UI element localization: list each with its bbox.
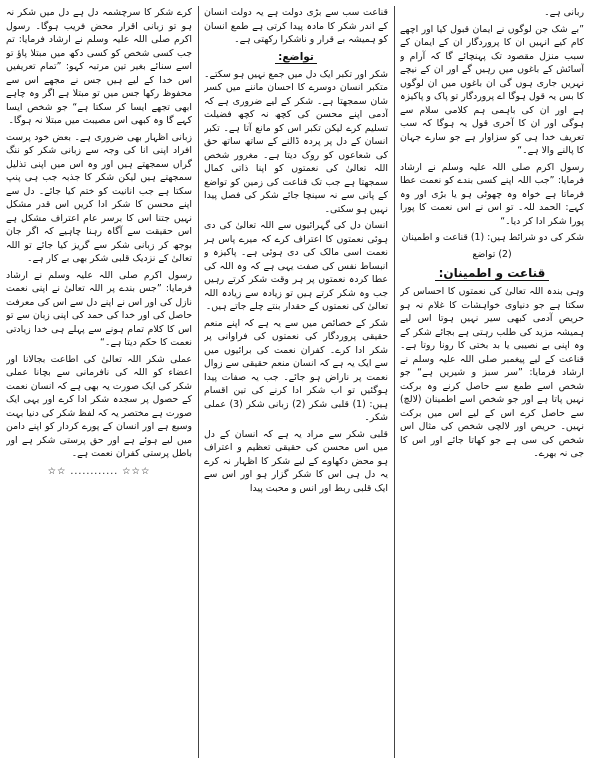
paragraph: ربانی ہے۔ xyxy=(544,7,584,18)
paragraph: انسان دل کی گہرائیوں سے اللہ تعالیٰ کی دی ہوئی نعمتوں کا اعتراف کرے کہ میرے پاس ہر نعمت اسی مالک کی دی ہوئی ہے۔ پاکیزہ و انبساط نفس کی صفت یہی ہے کہ وہ اللہ کی عطا کردہ نعمتوں پر ہر وقت شکر کرتے رہیں جب وہ شکر کرتے ہیں تو زیادہ سے زیادہ اللہ تعالیٰ کی نعمتوں کے حقدار بنتے چلے جاتے ہیں۔ xyxy=(204,220,388,312)
paragraph: زبانی اظہار بھی ضروری ہے۔ بعض خود پرست افراد اپنی انا کی وجہ سے زبانی شکر کو ننگ گراں سمجھتے ہیں اور وہ اس میں اپنی تذلیل سمجھتے ہیں لیکن شکر کا جذبہ جب ہی پنپ سکتا ہے جب انانیت کو ختم کیا جائے۔ دل سے اپنے محسن کا شکر ادا کریں اس قدر مشکل نہیں جتنا اس کا برسر عام اعتراف مشکل ہے اس حقیقت سے آگاہ رہنا چاہیے کہ اگر جان بوجھ کر زبانی شکر سے گریز کیا جائے تو اللہ تعالیٰ کے نزدیک قلبی شکر بھی بے کار ہے۔ xyxy=(6,131,192,264)
heading-qanaat: قناعت و اطمینان: xyxy=(435,266,550,281)
end-mark: ☆☆☆ ............ ☆☆ xyxy=(47,465,151,477)
paragraph: کرے شکر کا سرچشمہ دل ہے دل میں شکر نہ ہو تو زبانی اقرار محض فریب ہوگا۔ رسول اکرم صلی اللہ علیہ وسلم نے ارشاد فرمایا: تم جب کسی شخص کو کسی دکھ میں مبتلا پاؤ تو اسے سنائے بغیر تین مرتبہ کہو: ”تمام تعریفیں اس خدا کے لیے ہیں جس نے مجھے اس سے محفوظ رکھا جس میں تو مبتلا ہے اگر وہ چاہے ابھی تجھے ایسا کر سکتا ہے“ جو شخص ایسا کہے گا وہ کبھی اس مصیبت میں مبتلا نہ ہوگا۔ xyxy=(6,7,192,126)
paragraph: قناعت سب سے بڑی دولت ہے یہ دولت انسان کے اندر شکر کا مادہ پیدا کرتی ہے طمع انسان کو ہمیشہ بے قرار و ناشکرا رکھتی ہے۔ xyxy=(204,7,388,45)
column-divider xyxy=(198,6,199,758)
column-right xyxy=(400,6,584,758)
section-heading xyxy=(400,265,584,281)
conditions-line: شکر کی دو شرائط ہیں: (1) قناعت و اطمینان xyxy=(401,232,584,243)
hadith-paragraph: رسول اکرم صلی اللہ علیہ وسلم نے ارشاد فرمایا: ”جب اللہ اپنے کسی بندے کو نعمت عطا فرماتا ہے خواہ وہ چھوٹی ہو یا بڑی اور وہ کہے: الحمد للہ۔ تو اس نے اس نعمت کا پورا پورا شکر ادا کر دیا۔“ xyxy=(400,161,584,227)
heading-tawazo: تواضع: xyxy=(275,51,317,64)
paragraph: شکر کے خصائص میں سے یہ ہے کہ اپنے منعم حقیقی پروردگار کی نعمتوں کی فراوانی پر شکر ادا کرے۔ کفران نعمت کی برائیوں میں سے ایک یہ ہے کہ انسان منعم حقیقی سے زوال نعمت پر ناراض ہو جائے۔ جب یہ صفات پیدا ہوگئیں تو اب شکر ادا کرنے کی تین اقسام ہیں: (1) قلبی شکر (2) زبانی شکر (3) عملی شکر۔ xyxy=(204,317,388,423)
conditions-line-2: (2) تواضع xyxy=(472,248,512,260)
paragraph: وہی بندہ اللہ تعالیٰ کی نعمتوں کا احساس کر سکتا ہے جو دنیاوی خواہشات کا غلام نہ ہو حریص آدمی کبھی سیر نہیں ہوتا اس لیے ہمیشہ مزید کی طلب رہتی ہے بجائے شکر کے وہ اپنی بے نصیبی یا بد بختی کا رونا روتا ہے۔ قناعت کے لیے پیغمبر صلی اللہ علیہ وسلم نے ارشاد فرمایا: ”سر سبز و شیریں ہے“ جو شخص اسے طمع سے حاصل کرنے وہ برکت نہیں پاتا ہے اور جو شخص اسے اطمینان (لالچ) سے حاصل کرے اس کے لیے اس میں برکت نہیں۔ حریص اور لالچی شخص کی مثال اس شخص کی سی ہے جو کھاتا جائے اور اس کا جی نہ بھرے۔ xyxy=(400,286,584,459)
section-heading xyxy=(204,50,388,64)
paragraph: قلبی شکر سے مراد یہ ہے کہ انسان کے دل میں اس محسن کی حقیقی تعظیم و اعتراف ہو محض دکھاوے کے لیے شکر کا اظہار نہ کرے یہ دل ہی اس کا شکر گزار ہو اور اس سے ایک قلبی ربط اور انس و محبت پیدا xyxy=(204,428,388,494)
column-middle xyxy=(204,6,388,758)
paragraph: شکر اور تکبر ایک دل میں جمع نہیں ہو سکتے۔ متکبر انسان دوسرے کا احسان ماننے میں کسر شان سمجھتا ہے۔ شکر کے لیے ضروری ہے کہ آدمی اپنے محسن کی کچھ نہ کچھ فضیلت تسلیم کرے لیکن تکبر اس کو مانع آتا ہے۔ تکبر انسان کے دل پر پردہ ڈالنے کے ساتھ ساتھ حق کی شعاعوں کو روک دیتا ہے۔ مغرور شخص اللہ تعالیٰ کی نعمتوں کو اپنا ذاتی کمال سمجھتا ہے جب تک قناعت کی زمین کو تواضع کے پانی سے نہ سینچا جائے شکر کی فصل پیدا نہیں ہو سکتی۔ xyxy=(204,68,388,215)
column-divider xyxy=(394,6,395,758)
hadith-paragraph: رسول اکرم صلی اللہ علیہ وسلم نے ارشاد فرمایا: ”جس بندے پر اللہ تعالیٰ نے اپنی نعمت نازل کی اور اس نے اپنے دل سے اس کی معرفت حاصل کی اور خدا کی حمد کی اپنی زبان سے تو اس کا کلام تمام ہونے سے پہلے ہی خدا زیادتی نعمت کا حکم دیتا ہے۔“ xyxy=(6,269,192,348)
paragraph: عملی شکر اللہ تعالیٰ کی اطاعت بجالانا اور اعضاء کو اللہ کی نافرمانی سے بچانا عملی شکر کی ایک صورت یہ بھی ہے کہ انسان نعمت کے حصول پر سجدہ شکر ادا کرے اور یہی ایک صورت ہے مختصر یہ کہ لفظ شکر کی دنیا بہت وسیع ہے اور انسان کے پورے کردار کو اپنے دامن میں لیے ہوئے ہے اور حق پرستی شکر ہے اور باطل پرستی کفران نعمت ہے۔ xyxy=(6,353,192,459)
quote-paragraph: ”بے شک جن لوگوں نے ایمان قبول کیا اور اچھے کام کیے انہیں ان کا پروردگار ان کے ایمان کے سبب منزل مقصود تک پہنچائے گا کہ آرام و آسائش کے باغوں میں رہیں گے اور ان کے نیچے نہریں جاری ہوں گی ان باغوں میں ان لوگوں کا بس یہ قول ہوگا اے پروردگار تو پاک و پاکیزہ ہے اور ان کی باہمی ہم کلامی سلام سے ہوگی اور ان کا آخری قول یہ ہوگا کہ سب تعریف خدا ہی کو سزاوار ہے جو سارے جہان کا پالنے والا ہے۔“ xyxy=(400,23,584,156)
column-left xyxy=(6,6,192,758)
